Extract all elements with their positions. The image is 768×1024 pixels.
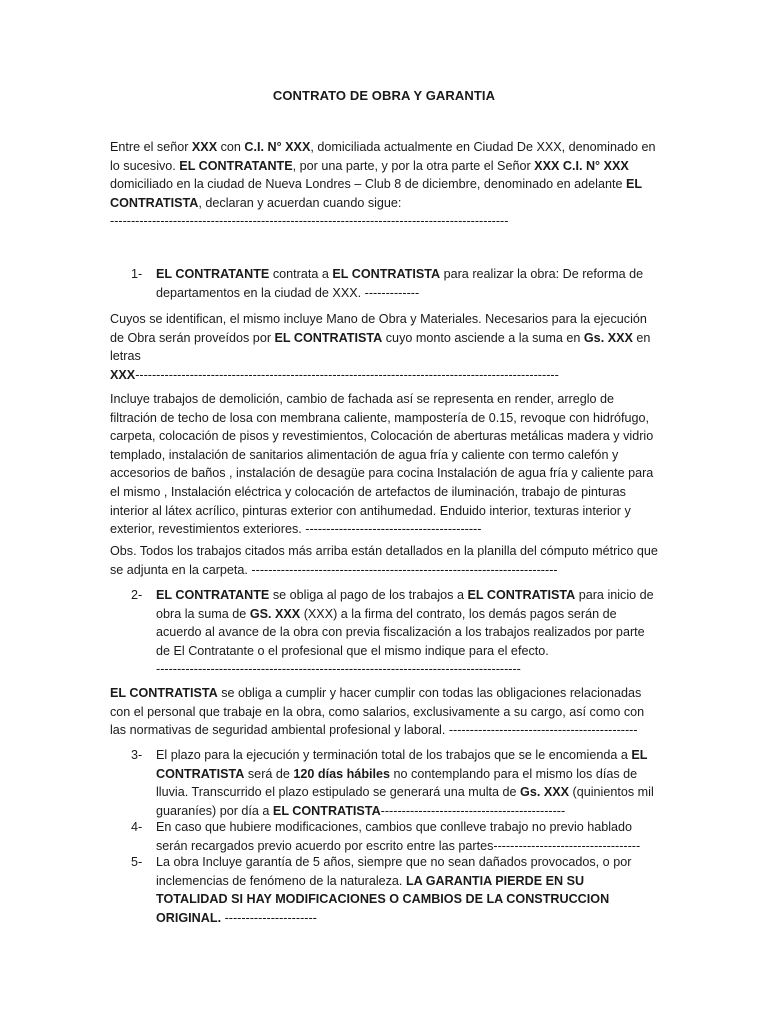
intro-bold: C.I. N° XXX [244,140,311,154]
paragraph-bold: Gs. XXX [583,330,633,345]
clause-text: será de [244,766,294,781]
paragraph-bold: EL CONTRATISTA [110,686,218,700]
clause-bold: Gs. XXX [520,785,570,800]
intro-paragraph [110,138,658,231]
clause-2 [110,586,658,679]
intro-bold: EL CONTRATANTE [179,158,293,173]
separator-dashes: ----------------------------------------------------------------------------------------------- [110,214,509,229]
paragraph-text: Cuyos se identifican, el mismo incluye Mano de Obra y Materiales. Necesarios para la ejecución de Obra serán proveídos por [110,312,647,345]
clause-bold: EL CONTRATISTA [467,588,576,602]
clause-text: se obliga al pago de los trabajos a [269,588,468,602]
intro-bold: XXX C.I. N° XXX [534,158,629,173]
paragraph-bold: EL CONTRATISTA [274,330,383,345]
clause-5 [110,853,658,927]
clause-bold: 120 días hábiles [293,766,391,781]
clause-number: 5- [131,855,143,869]
clause-bold: EL CONTRATANTE [156,267,270,281]
intro-bold: XXX [191,140,218,154]
clause-text: La obra Incluye garantía de 5 años, siempre que no sean dañados provocados, o por inclemencias de fenómeno de la naturaleza. [156,855,632,888]
works-paragraph: Incluye trabajos de demolición, cambio de fachada así se representa en render, arreglo de filtración de techo de losa con membrana caliente, mampostería de 0.15, revoque con hidrófugo, carpeta, colocación de pisos y revestimientos, Colocación de aberturas metálicas madera y vidrio templado, instalación de sanitarios alimentación de agua fría y caliente con termo calefón y accesorios de baños , instalación de desagüe para cocina Instalación de agua fría y caliente para el mismo , Instalación eléctrica y colocación de artefactos de iluminación, trabajo de pinturas interior al látex acrílico, pinturas exterior con antihumedad. Enduido interior, texturas interior y exterior, revestimientos exteriores. ------------------------------------------ [110,392,654,537]
clause-number: 3- [131,748,143,762]
clause-text: para realizar la obra: De reforma de departamentos en la ciudad de XXX. ------------- [156,267,644,300]
intro-text: Entre el señor [110,140,192,154]
clause-number: 1- [131,267,143,281]
clause-text: El plazo para la ejecución y terminación total de los trabajos que se le encomienda a [156,748,632,762]
clause-4 [110,818,658,855]
intro-text: , declaran y acuerdan cuando sigue: [198,195,402,210]
paragraph-text: en letras [110,330,651,364]
clause-body [156,265,658,302]
clause-3 [110,746,658,820]
clause-1 [110,265,658,302]
intro-bold: EL CONTRATISTA [110,177,642,210]
obligations-paragraph [110,684,658,740]
clause-bold: GS. XXX [249,606,301,621]
clause-bold: EL CONTRATISTA [332,267,441,281]
intro-text: , por una parte, y por la otra parte el Señor [292,158,535,173]
clause-body: En caso que hubiere modificaciones, cambios que conlleve trabajo no previo hablado serán recargados previo acuerdo por escrito entre las partes----------------------------------- [156,820,641,853]
clause-bold: EL CONTRATANTE [156,588,270,602]
separator-dashes: --------------------------------------------------------------------------------------- [156,662,521,677]
document-title: CONTRATO DE OBRA Y GARANTIA [272,88,496,103]
intro-text: domiciliado en la ciudad de Nueva Londres – Club 8 de diciembre, denominado en adelante [110,177,626,192]
clause-number: 4- [131,820,143,834]
clause-body [156,746,658,820]
observation-paragraph: Obs. Todos los trabajos citados más arriba están detallados en la planilla del cómputo métrico que se adjunta en la carpeta. ------------------------------------------------------------------------- [110,544,658,577]
paragraph-text: cuyo monto asciende a la suma en [382,330,584,345]
clause-body [156,853,658,927]
separator-dashes: ----------------------------------------------------------------------------------------------------- [135,367,559,382]
clause-text: contrata a [269,267,333,281]
clause-text: ---------------------- [221,910,317,925]
clause-text: (XXX) a la firma del contrato, los demás pagos serán de acuerdo al avance de la obra con previa fiscalización a los trabajos realizados por parte de El Contratante o el profesional que el mismo indique para el efecto. [156,606,645,658]
amount-line [110,366,658,385]
clause-bold: EL CONTRATISTA [272,803,381,818]
clause-text: no contemplando para el mismo los días de lluvia. Transcurrido el plazo estipulado se generará una multa de [156,766,638,800]
clause-bold: LA GARANTIA PIERDE EN SU TOTALIDAD SI HAY MODIFICACIONES O CAMBIOS DE LA CONSTRUCCION ORIGINAL. [156,873,610,925]
clause-text: (quinientos mil guaraníes) por día a [156,785,654,818]
paragraph-text: se obliga a cumplir y hacer cumplir con todas las obligaciones relacionadas con el personal que trabaje en la obra, como salarios, exclusivamente a su cargo, así como con las normativas de seguridad ambiental profesional y laboral. --------------------------------------------- [110,686,645,738]
intro-text: , domiciliada actualmente en Ciudad De XXX, denominado en lo sucesivo. [110,140,656,173]
clause-bold: EL CONTRATISTA [156,748,648,781]
paragraph-bold: XXX [110,367,136,382]
clause-body [156,586,658,679]
cost-paragraph [110,310,658,384]
intro-text: con [217,140,245,154]
clause-text: -------------------------------------------- [380,803,566,818]
clause-text: para inicio de obra la suma de [156,588,654,621]
clause-number: 2- [131,588,143,602]
